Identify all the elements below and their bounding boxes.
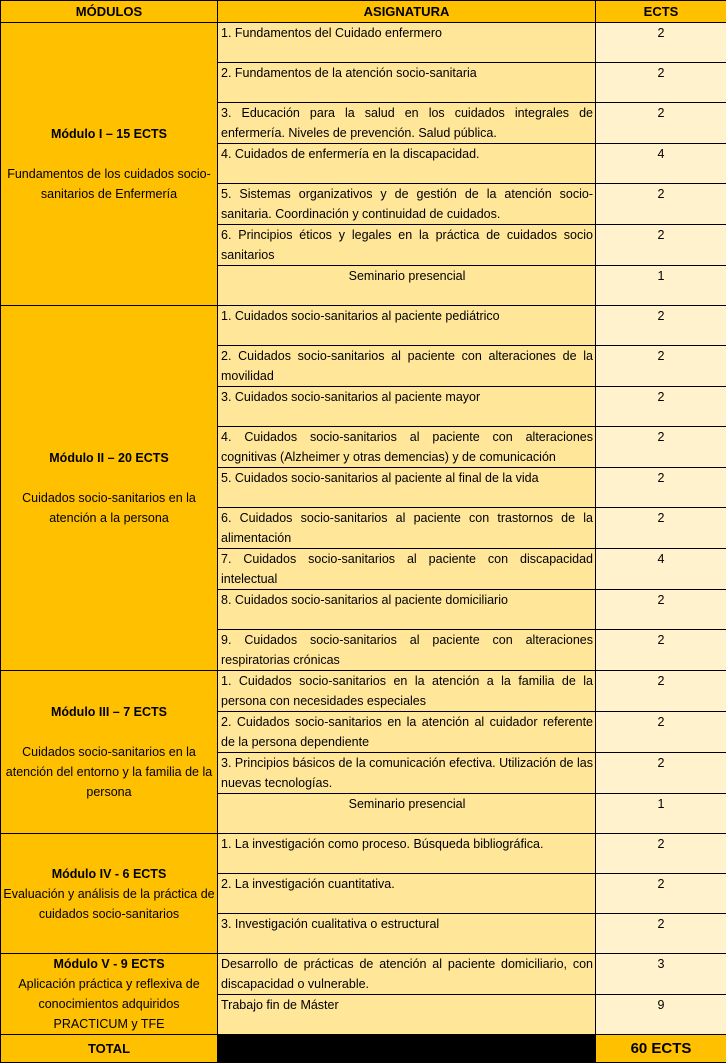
subject-ects: 9 — [596, 995, 726, 1035]
module-description: Cuidados socio-sanitarios en la atención a la persona — [3, 488, 215, 528]
subject-ects: 2 — [596, 914, 726, 954]
table-row — [1, 834, 726, 874]
subject-name: 3. Principios básicos de la comunicación efectiva. Utilización de las nuevas tecnologías. — [218, 753, 596, 794]
subject-name: 2. Cuidados socio-sanitarios al paciente con alteraciones de la movilidad — [218, 346, 596, 387]
subject-name: 8. Cuidados socio-sanitarios al paciente domiciliario — [218, 590, 596, 630]
header-modules: MÓDULOS — [1, 1, 218, 23]
subject-name: 5. Sistemas organizativos y de gestión de la atención socio-sanitaria. Coordinación y continuidad de cuidados. — [218, 184, 596, 225]
module-2-cell — [1, 306, 218, 671]
total-label: TOTAL — [1, 1035, 218, 1063]
subject-ects: 2 — [596, 387, 726, 427]
subject-ects: 2 — [596, 468, 726, 508]
subject-ects: 2 — [596, 630, 726, 671]
subject-ects: 2 — [596, 103, 726, 144]
subject-ects: 3 — [596, 954, 726, 995]
subject-name: 6. Cuidados socio-sanitarios al paciente con trastornos de la alimentación — [218, 508, 596, 549]
subject-name: 3. Investigación cualitativa o estructural — [218, 914, 596, 954]
subject-name: 7. Cuidados socio-sanitarios al paciente con discapacidad intelectual — [218, 549, 596, 590]
subject-name: Trabajo fin de Máster — [218, 995, 596, 1035]
subject-ects: 2 — [596, 225, 726, 266]
module-3-cell — [1, 671, 218, 834]
subject-name: 4. Cuidados de enfermería en la discapacidad. — [218, 144, 596, 184]
module-description: Fundamentos de los cuidados socio-sanitarios de Enfermería — [3, 164, 215, 204]
subject-ects: 2 — [596, 590, 726, 630]
subject-name: 6. Principios éticos y legales en la práctica de cuidados socio sanitarios — [218, 225, 596, 266]
subject-ects: 1 — [596, 794, 726, 834]
subject-ects: 2 — [596, 63, 726, 103]
subject-name: 5. Cuidados socio-sanitarios al paciente al final de la vida — [218, 468, 596, 508]
subject-ects: 2 — [596, 874, 726, 914]
table-row — [1, 306, 726, 346]
subject-ects: 2 — [596, 427, 726, 468]
module-5-cell — [1, 954, 218, 1035]
subject-name: Desarrollo de prácticas de atención al paciente domiciliario, con discapacidad o vulnerable. — [218, 954, 596, 995]
subject-name: 1. Cuidados socio-sanitarios al paciente pediátrico — [218, 306, 596, 346]
header-ects: ECTS — [596, 1, 726, 23]
subject-ects: 2 — [596, 834, 726, 874]
module-title: Módulo V - 9 ECTS — [3, 954, 215, 974]
module-title: Módulo III – 7 ECTS — [3, 702, 215, 722]
subject-name: 9. Cuidados socio-sanitarios al paciente con alteraciones respiratorias crónicas — [218, 630, 596, 671]
subject-name: 2. La investigación cuantitativa. — [218, 874, 596, 914]
subject-ects: 2 — [596, 184, 726, 225]
subject-name: 3. Educación para la salud en los cuidados integrales de enfermería. Niveles de prevención. Salud pública. — [218, 103, 596, 144]
subject-name: 1. La investigación como proceso. Búsqueda bibliográfica. — [218, 834, 596, 874]
subject-name: 1. Fundamentos del Cuidado enfermero — [218, 23, 596, 63]
subject-ects: 4 — [596, 144, 726, 184]
subject-ects: 2 — [596, 753, 726, 794]
subject-ects: 1 — [596, 266, 726, 306]
header-subject: ASIGNATURA — [218, 1, 596, 23]
module-description: Evaluación y análisis de la práctica de cuidados socio-sanitarios — [3, 884, 215, 924]
subject-name: Seminario presencial — [218, 794, 596, 834]
module-title: Módulo IV - 6 ECTS — [3, 864, 215, 884]
subject-ects: 4 — [596, 549, 726, 590]
subject-ects: 2 — [596, 346, 726, 387]
module-title: Módulo I – 15 ECTS — [3, 124, 215, 144]
table-row — [1, 954, 726, 995]
module-1-cell — [1, 23, 218, 306]
module-title: Módulo II – 20 ECTS — [3, 448, 215, 468]
table-row — [1, 671, 726, 712]
subject-name: 2. Fundamentos de la atención socio-sanitaria — [218, 63, 596, 103]
subject-name: 2. Cuidados socio-sanitarios en la atención al cuidador referente de la persona dependiente — [218, 712, 596, 753]
subject-ects: 2 — [596, 508, 726, 549]
subject-ects: 2 — [596, 23, 726, 63]
total-row — [1, 1035, 726, 1063]
subject-name: 3. Cuidados socio-sanitarios al paciente mayor — [218, 387, 596, 427]
subject-name: Seminario presencial — [218, 266, 596, 306]
subject-name: 1. Cuidados socio-sanitarios en la atención a la familia de la persona con necesidades especiales — [218, 671, 596, 712]
subject-ects: 2 — [596, 712, 726, 753]
table-row — [1, 23, 726, 63]
total-spacer — [218, 1035, 596, 1063]
total-value: 60 ECTS — [596, 1035, 726, 1063]
module-4-cell — [1, 834, 218, 954]
subject-ects: 2 — [596, 306, 726, 346]
module-description: Aplicación práctica y reflexiva de conocimientos adquiridos PRACTICUM y TFE — [3, 974, 215, 1034]
module-description: Cuidados socio-sanitarios en la atención del entorno y la familia de la persona — [3, 742, 215, 802]
subject-name: 4. Cuidados socio-sanitarios al paciente con alteraciones cognitivas (Alzheimer y otras demencias) y de comunicación — [218, 427, 596, 468]
header-row — [1, 1, 726, 23]
subject-ects: 2 — [596, 671, 726, 712]
